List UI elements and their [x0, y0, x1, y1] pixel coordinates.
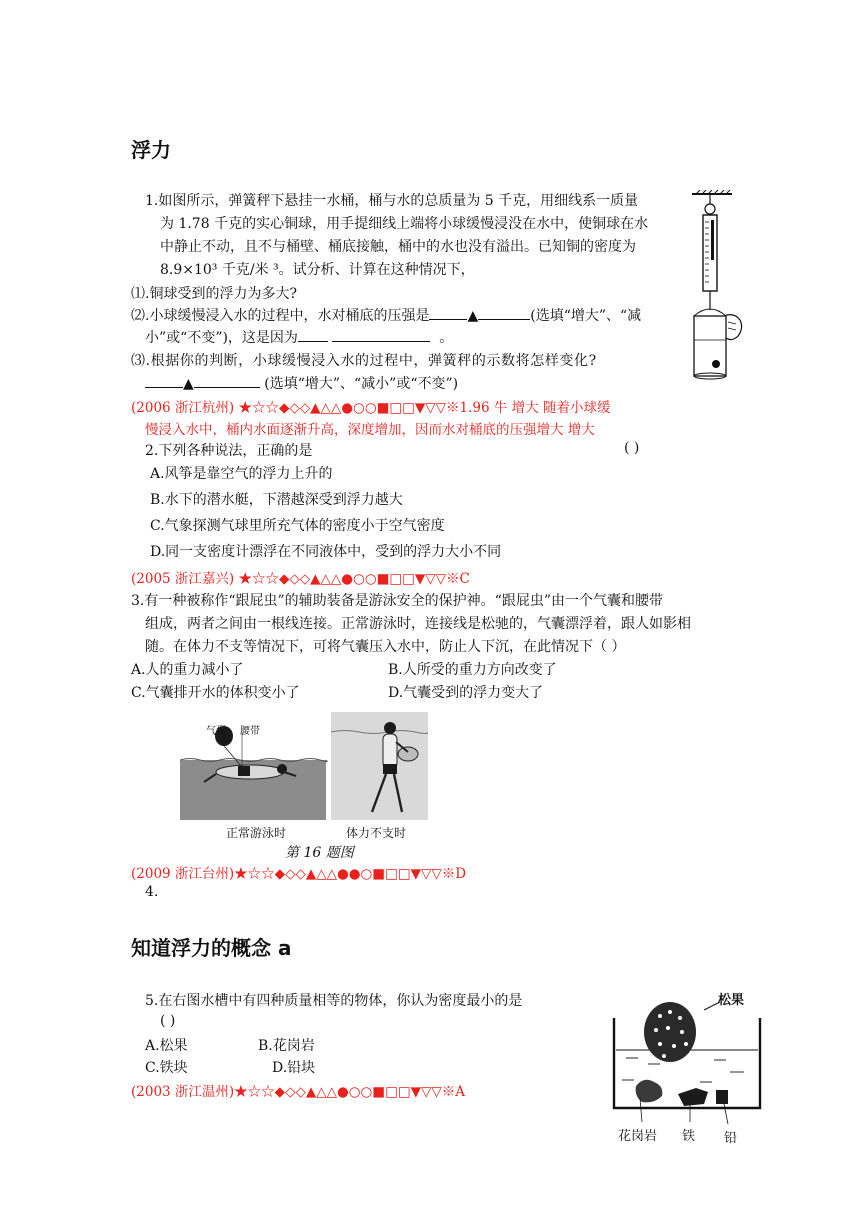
q3-answer: (2009 浙江台州)★☆☆◆◇◇▲△△●●○■□□▼▽▽※D: [131, 866, 467, 882]
q5-option-d[interactable]: D.铅块: [272, 1060, 316, 1076]
q2-answer-paren[interactable]: ( ): [624, 440, 640, 456]
q1-sub2-reason-blank-b[interactable]: [332, 327, 430, 342]
q1-sub3-mark: ▲: [183, 376, 194, 392]
q2-option-c[interactable]: C.气象探测气球里所充气体的密度小于空气密度: [150, 518, 445, 534]
q1-sub3-options: (选填“增大”、“减小”或“不变”): [264, 376, 459, 392]
q1-sub2-text: ⑵.小球缓慢浸入水的过程中，水对桶底的压强是: [131, 308, 430, 324]
q3-line-2: 组成，两者之间由一根线连接。正常游泳时，连接线是松驰的，气囊漂浮着，跟人如影相: [145, 616, 691, 632]
q2-answer: (2005 浙江嘉兴) ★☆☆◆◇◇▲△△●○○■□□▼▽▽※C: [131, 571, 470, 587]
q3-option-a[interactable]: A.人的重力减小了: [131, 662, 244, 678]
q1-line-3: 中静止不动，且不与桶壁、桶底接触，桶中的水也没有溢出。已知铜的密度为: [160, 239, 636, 255]
q3-option-b[interactable]: B.人所受的重力方向改变了: [388, 662, 557, 678]
q1-sub2-options: (选填“增大”、“减: [530, 308, 642, 324]
q1-sub2: [131, 305, 641, 325]
section-title-buoyancy-concept: 知道浮力的概念 a: [131, 936, 292, 960]
spring-scale-figure: [688, 190, 748, 386]
q1-line-2: 为 1.78 千克的实心铜球，用手提细线上端将小球缓慢浸没在水中，使铜球在水: [160, 216, 649, 232]
q5-stem: 5.在右图水槽中有四种质量相等的物体，你认为密度最小的是: [145, 993, 523, 1009]
fig-label-airbag: 气囊: [206, 726, 226, 737]
fig-label-iron: 铁: [682, 1129, 696, 1144]
q3-option-d[interactable]: D.气囊受到的浮力变大了: [388, 685, 544, 701]
caption-exhausted: 体力不支时: [346, 826, 407, 840]
q3-line-1: 3.有一种被称作“跟屁虫”的辅助装备是游泳安全的保护神。“跟屁虫”由一个气囊和腰带: [131, 593, 663, 609]
q4-number: 4.: [145, 884, 159, 900]
caption-normal-swimming: 正常游泳时: [226, 826, 287, 840]
q1-sub2-cont: [145, 327, 453, 347]
q2-stem: 2.下列各种说法，正确的是: [145, 443, 313, 459]
q5-answer: (2003 浙江温州)★☆☆◆◇◇▲△△●○○■□□▼▽▽※A: [131, 1084, 465, 1100]
fig-label-belt: 腰带: [240, 726, 260, 737]
q1-sub2-reason: 小”或“不变”)，这是因为: [145, 330, 298, 346]
q5-option-b[interactable]: B.花岗岩: [258, 1038, 315, 1054]
q3-option-c[interactable]: C.气囊排开水的体积变小了: [131, 685, 300, 701]
q1-line-1: 1.如图所示，弹簧秤下悬挂一水桶，桶与水的总质量为 5 千克，用细线系一质量: [145, 193, 639, 209]
q1-sub2-mark: ▲: [467, 308, 479, 324]
q1-sub3: ⑶.根据你的判断，小球缓慢浸入水的过程中，弹簧秤的示数将怎样变化?: [131, 353, 597, 369]
q1-sub3-blank-left[interactable]: [145, 373, 183, 388]
q1-sub2-blank-right[interactable]: [478, 305, 530, 320]
fig-label-lead: 铅: [724, 1131, 738, 1146]
q1-answer-line-1: (2006 浙江杭州) ★☆☆◆◇◇▲△△●○○■□□▼▽▽※1.96 牛 增大 随着小球缓: [131, 400, 611, 416]
water-tank-figure: [604, 990, 774, 1145]
q1-sub2-end: 。: [439, 330, 454, 346]
fig-label-pinecone: 松果: [718, 993, 745, 1008]
q5-answer-paren[interactable]: ( ): [160, 1013, 176, 1029]
q1-sub2-reason-blank-a[interactable]: [298, 327, 328, 342]
q5-option-c[interactable]: C.铁块: [145, 1060, 188, 1076]
q1-sub3-answer: [145, 373, 458, 393]
q1-sub2-blank-left[interactable]: [429, 305, 467, 320]
q3-line-3: 随。在体力不支等情况下，可将气囊压入水中，防止人下沉，在此情况下（ ）: [145, 639, 626, 655]
q1-answer-line-2: 慢浸入水中，桶内水面逐渐升高，深度增加，因而水对桶底的压强增大 增大: [145, 422, 595, 438]
q5-option-a[interactable]: A.松果: [145, 1038, 188, 1054]
section-title-buoyancy: 浮力: [131, 138, 171, 162]
q1-sub1: ⑴.铜球受到的浮力为多大?: [131, 286, 297, 302]
q2-option-d[interactable]: D.同一支密度计漂浮在不同液体中，受到的浮力大小不同: [150, 544, 502, 560]
fig-label-granite: 花岗岩: [618, 1129, 658, 1144]
figure-title-16: 第 16 题图: [285, 845, 354, 861]
q2-option-b[interactable]: B.水下的潜水艇，下潜越深受到浮力越大: [150, 492, 403, 508]
q2-option-a[interactable]: A.风筝是靠空气的浮力上升的: [150, 466, 333, 482]
q1-line-4: 8.9×10³ 千克/米 ³。试分析、计算在这种情况下，: [160, 262, 475, 278]
q1-sub3-blank-right[interactable]: [194, 373, 260, 388]
